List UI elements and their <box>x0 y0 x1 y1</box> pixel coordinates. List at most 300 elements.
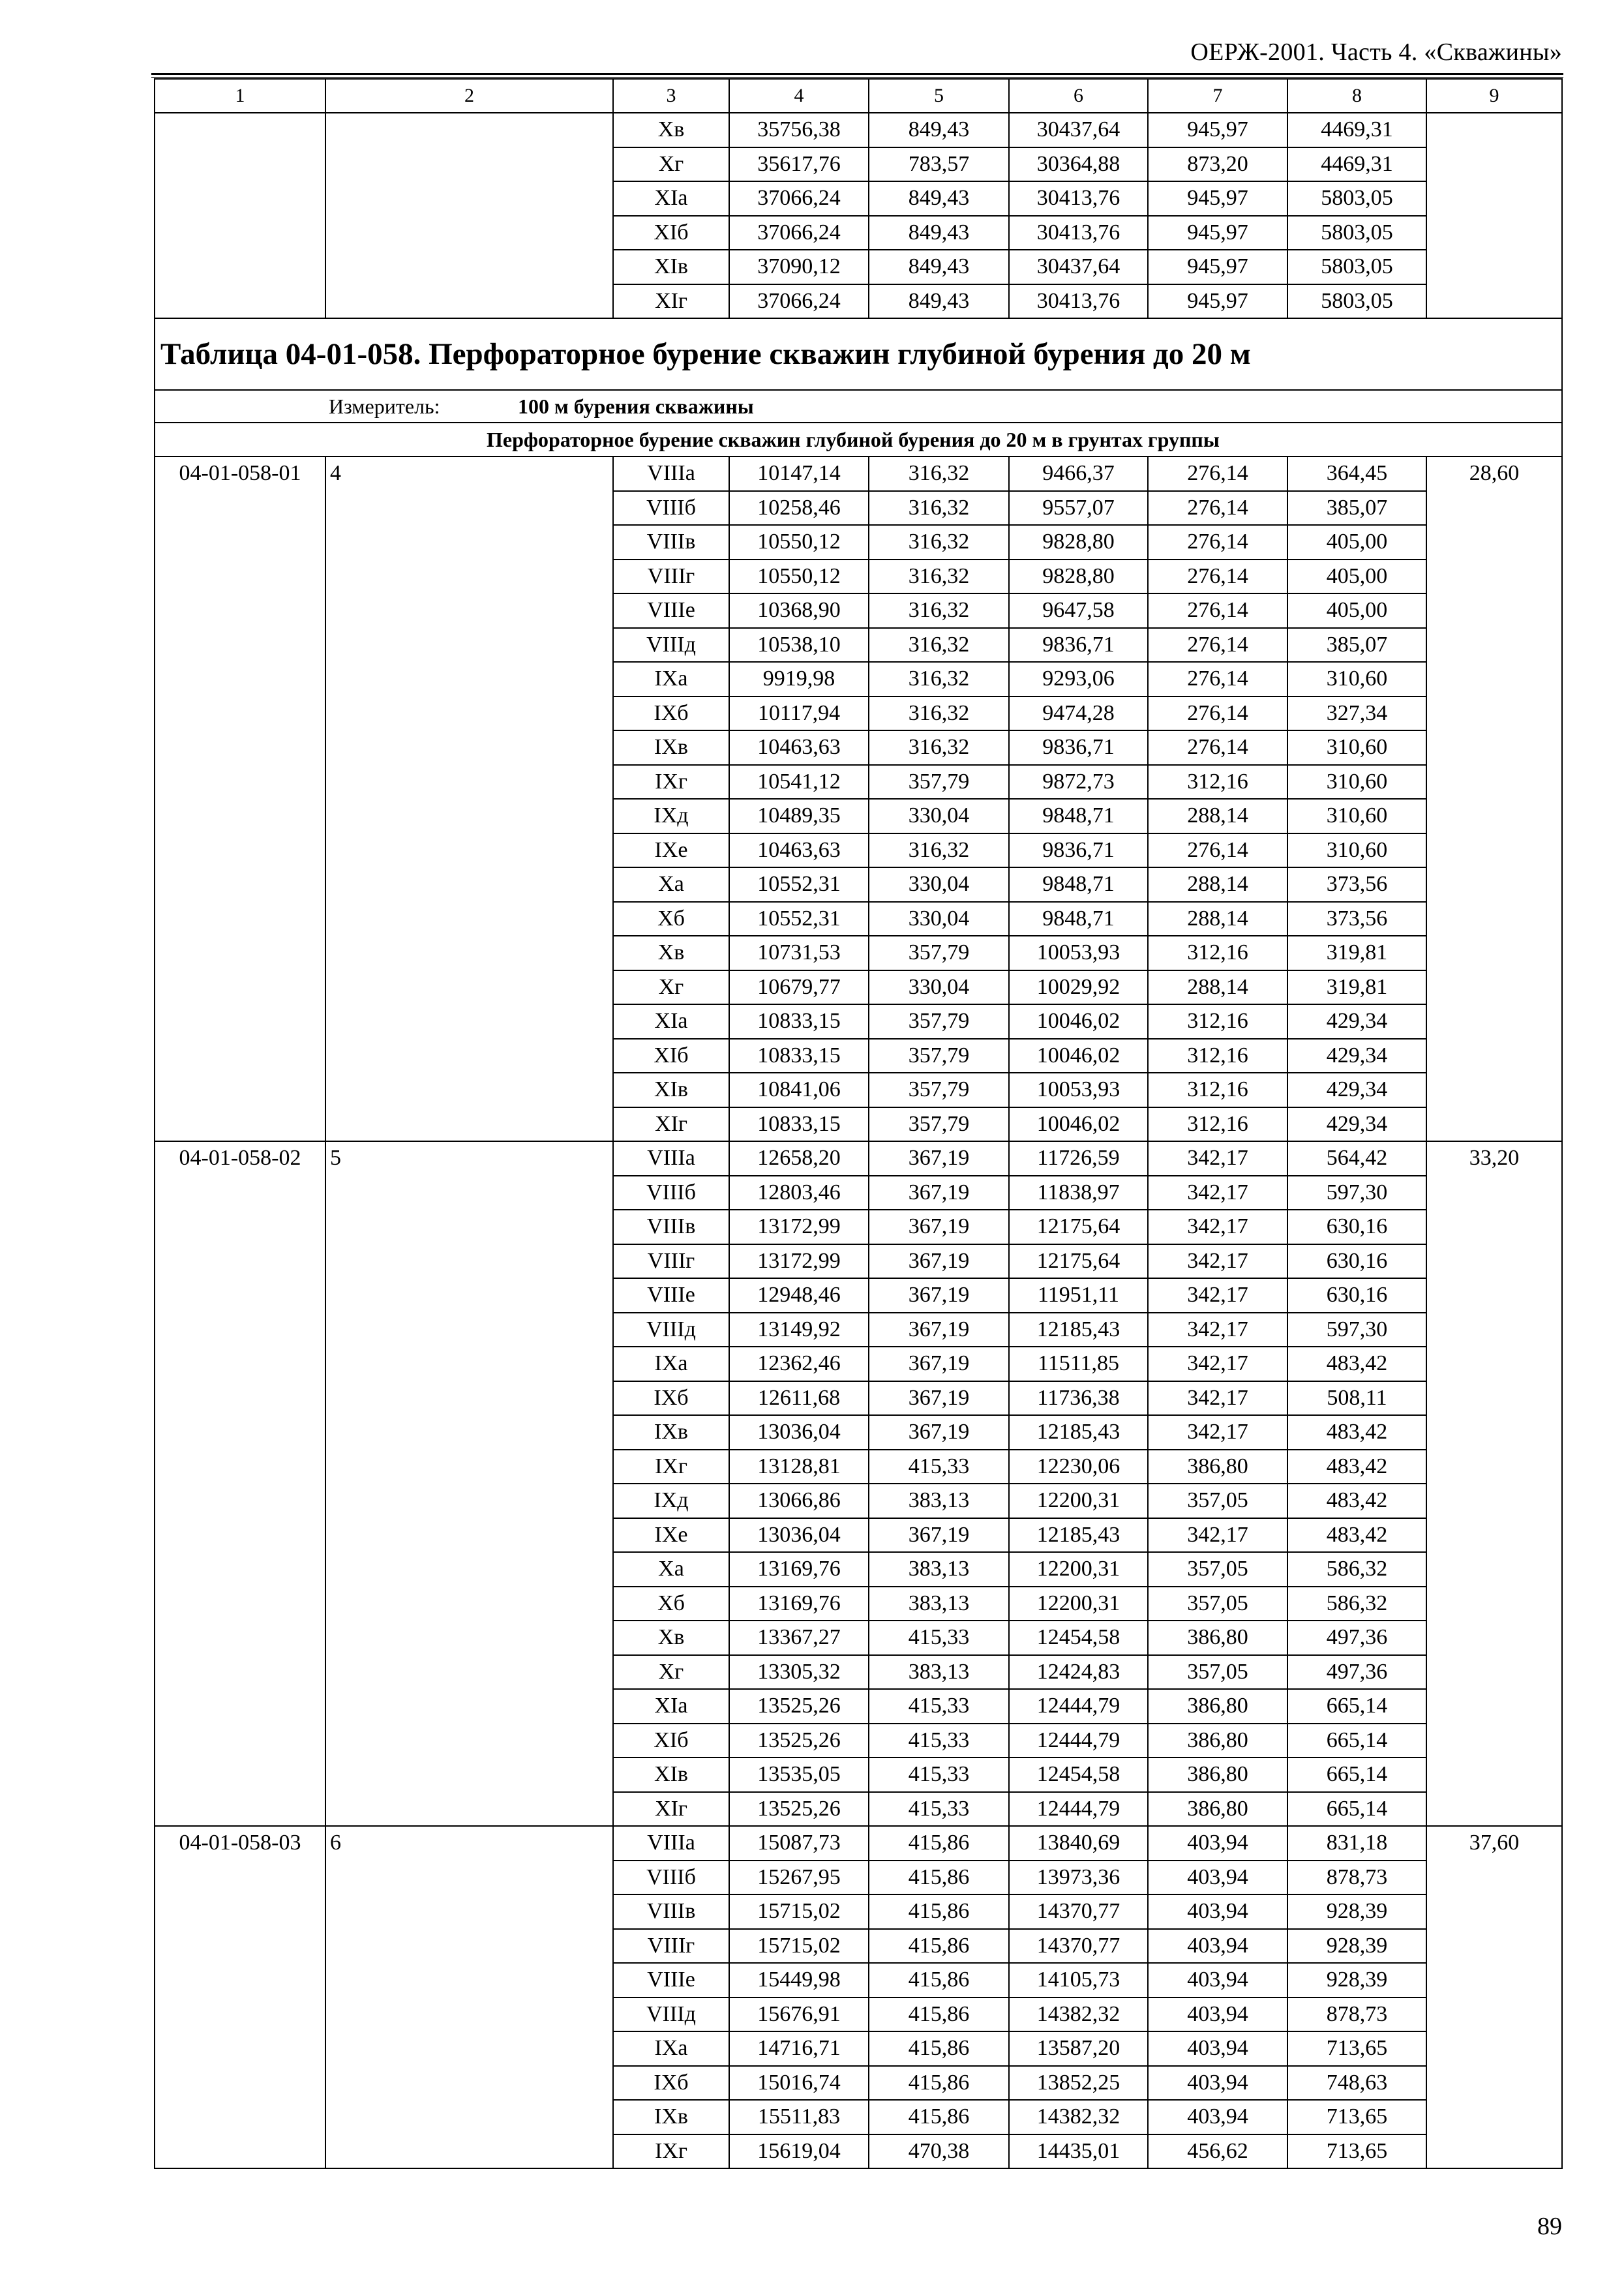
value-cell: 276,14 <box>1148 525 1287 560</box>
last-cell <box>1426 113 1562 318</box>
value-cell: 429,34 <box>1287 1039 1426 1073</box>
value-cell: 14105,73 <box>1009 1963 1148 1997</box>
value-cell: 316,32 <box>869 730 1009 765</box>
soil-group-cell: IХб <box>613 696 729 731</box>
value-cell: 357,79 <box>869 1073 1009 1107</box>
column-number: 6 <box>1009 79 1148 113</box>
value-cell: 316,32 <box>869 491 1009 526</box>
value-cell: 713,65 <box>1287 2134 1426 2169</box>
value-cell: 312,16 <box>1148 936 1287 970</box>
value-cell: 357,79 <box>869 1004 1009 1039</box>
page-number: 89 <box>1537 2213 1562 2240</box>
value-cell: 10463,63 <box>729 833 869 868</box>
value-cell: 35617,76 <box>729 147 869 182</box>
value-cell: 30413,76 <box>1009 284 1148 319</box>
value-cell: 665,14 <box>1287 1724 1426 1758</box>
value-cell: 367,19 <box>869 1518 1009 1553</box>
value-cell: 357,79 <box>869 1107 1009 1142</box>
value-cell: 276,14 <box>1148 593 1287 628</box>
value-cell: 403,94 <box>1148 1963 1287 1997</box>
value-cell: 386,80 <box>1148 1724 1287 1758</box>
value-cell: 10679,77 <box>729 970 869 1005</box>
soil-group-cell: ХIг <box>613 1792 729 1827</box>
value-cell: 497,36 <box>1287 1655 1426 1690</box>
value-cell: 10463,63 <box>729 730 869 765</box>
value-cell: 415,86 <box>869 2031 1009 2066</box>
soil-group-cell: IХе <box>613 1518 729 1553</box>
value-cell: 13535,05 <box>729 1758 869 1792</box>
value-cell: 288,14 <box>1148 970 1287 1005</box>
value-cell: 364,45 <box>1287 456 1426 491</box>
value-cell: 12230,06 <box>1009 1450 1148 1484</box>
value-cell: 10046,02 <box>1009 1039 1148 1073</box>
value-cell: 14370,77 <box>1009 1894 1148 1929</box>
value-cell: 30413,76 <box>1009 216 1148 250</box>
value-cell: 415,33 <box>869 1792 1009 1827</box>
value-cell: 9836,71 <box>1009 833 1148 868</box>
value-cell: 4469,31 <box>1287 147 1426 182</box>
soil-group-cell: IХг <box>613 765 729 800</box>
soil-group-cell: VIIIв <box>613 1894 729 1929</box>
value-cell: 342,17 <box>1148 1381 1287 1416</box>
value-cell: 13172,99 <box>729 1244 869 1279</box>
value-cell: 11736,38 <box>1009 1381 1148 1416</box>
subtitle-row <box>155 423 1562 456</box>
value-cell: 288,14 <box>1148 799 1287 833</box>
value-cell: 12200,31 <box>1009 1587 1148 1621</box>
value-cell: 316,32 <box>869 662 1009 696</box>
soil-group-cell: VIIIд <box>613 1997 729 2032</box>
value-cell: 342,17 <box>1148 1278 1287 1313</box>
soil-group-cell: ХIг <box>613 1107 729 1142</box>
value-cell: 9848,71 <box>1009 799 1148 833</box>
value-cell: 12200,31 <box>1009 1484 1148 1518</box>
soil-group-cell: Хг <box>613 970 729 1005</box>
value-cell: 483,42 <box>1287 1347 1426 1381</box>
value-cell: 945,97 <box>1148 284 1287 319</box>
value-cell: 748,63 <box>1287 2066 1426 2101</box>
value-cell: 470,38 <box>869 2134 1009 2169</box>
value-cell: 342,17 <box>1148 1210 1287 1244</box>
value-cell: 316,32 <box>869 593 1009 628</box>
value-cell: 330,04 <box>869 970 1009 1005</box>
soil-group-cell: Ха <box>613 867 729 902</box>
value-cell: 415,86 <box>869 1826 1009 1861</box>
soil-group-cell: IХа <box>613 2031 729 2066</box>
value-cell: 310,60 <box>1287 765 1426 800</box>
value-cell: 342,17 <box>1148 1313 1287 1347</box>
value-cell: 383,13 <box>869 1552 1009 1587</box>
value-cell: 13305,32 <box>729 1655 869 1690</box>
value-cell: 12948,46 <box>729 1278 869 1313</box>
value-cell: 405,00 <box>1287 525 1426 560</box>
value-cell: 367,19 <box>869 1313 1009 1347</box>
value-cell: 9474,28 <box>1009 696 1148 731</box>
value-cell: 849,43 <box>869 181 1009 216</box>
value-cell: 373,56 <box>1287 867 1426 902</box>
value-cell: 831,18 <box>1287 1826 1426 1861</box>
value-cell: 928,39 <box>1287 1929 1426 1964</box>
value-cell: 367,19 <box>869 1278 1009 1313</box>
value-cell: 386,80 <box>1148 1792 1287 1827</box>
value-cell: 12444,79 <box>1009 1689 1148 1724</box>
value-cell: 386,80 <box>1148 1621 1287 1655</box>
value-cell: 386,80 <box>1148 1450 1287 1484</box>
value-cell: 15016,74 <box>729 2066 869 2101</box>
value-cell: 4469,31 <box>1287 113 1426 147</box>
table-row <box>155 1141 1562 1176</box>
soil-group-cell: IХб <box>613 1381 729 1416</box>
value-cell: 357,79 <box>869 936 1009 970</box>
value-cell: 665,14 <box>1287 1758 1426 1792</box>
value-cell: 367,19 <box>869 1347 1009 1381</box>
soil-group-cell: ХIа <box>613 1004 729 1039</box>
value-cell: 9557,07 <box>1009 491 1148 526</box>
value-cell: 312,16 <box>1148 1004 1287 1039</box>
value-cell: 13169,76 <box>729 1552 869 1587</box>
value-cell: 12185,43 <box>1009 1415 1148 1450</box>
value-cell: 403,94 <box>1148 1894 1287 1929</box>
value-cell: 586,32 <box>1287 1552 1426 1587</box>
value-cell: 316,32 <box>869 628 1009 663</box>
value-cell: 13128,81 <box>729 1450 869 1484</box>
value-cell: 415,86 <box>869 1929 1009 1964</box>
table-subtitle: Перфораторное бурение скважин глубиной бурения до 20 м в грунтах группы <box>155 423 1562 456</box>
value-cell: 12611,68 <box>729 1381 869 1416</box>
soil-group-cell: ХIа <box>613 181 729 216</box>
soil-group-cell: VIIIд <box>613 628 729 663</box>
value-cell: 15715,02 <box>729 1929 869 1964</box>
value-cell: 367,19 <box>869 1141 1009 1176</box>
value-cell: 13840,69 <box>1009 1826 1148 1861</box>
value-cell: 288,14 <box>1148 902 1287 936</box>
rates-table <box>154 78 1563 2169</box>
rate-name: 4 <box>325 456 613 1141</box>
value-cell: 9828,80 <box>1009 525 1148 560</box>
column-number-row <box>155 79 1562 113</box>
value-cell: 310,60 <box>1287 662 1426 696</box>
value-cell: 13973,36 <box>1009 1861 1148 1895</box>
value-cell: 15511,83 <box>729 2100 869 2134</box>
column-number: 1 <box>155 79 325 113</box>
value-cell: 319,81 <box>1287 970 1426 1005</box>
value-cell: 415,86 <box>869 1963 1009 1997</box>
value-cell: 483,42 <box>1287 1415 1426 1450</box>
column-number: 7 <box>1148 79 1287 113</box>
soil-group-cell: Хб <box>613 1587 729 1621</box>
value-cell: 10053,93 <box>1009 1073 1148 1107</box>
value-cell: 456,62 <box>1148 2134 1287 2169</box>
value-cell: 312,16 <box>1148 1073 1287 1107</box>
soil-group-cell: ХIв <box>613 1758 729 1792</box>
soil-group-cell: Хб <box>613 902 729 936</box>
value-cell: 508,11 <box>1287 1381 1426 1416</box>
value-cell: 429,34 <box>1287 1004 1426 1039</box>
measure-row <box>155 390 1562 423</box>
value-cell: 405,00 <box>1287 560 1426 594</box>
value-cell: 14370,77 <box>1009 1929 1148 1964</box>
value-cell: 945,97 <box>1148 181 1287 216</box>
labor-cost: 33,20 <box>1426 1141 1562 1826</box>
value-cell: 14382,32 <box>1009 1997 1148 2032</box>
header-rule <box>151 73 1563 75</box>
value-cell: 849,43 <box>869 113 1009 147</box>
value-cell: 37090,12 <box>729 250 869 284</box>
value-cell: 13525,26 <box>729 1689 869 1724</box>
soil-group-cell: IХд <box>613 1484 729 1518</box>
value-cell: 10046,02 <box>1009 1004 1148 1039</box>
value-cell: 342,17 <box>1148 1518 1287 1553</box>
value-cell: 12454,58 <box>1009 1621 1148 1655</box>
column-number: 3 <box>613 79 729 113</box>
value-cell: 12658,20 <box>729 1141 869 1176</box>
value-cell: 13066,86 <box>729 1484 869 1518</box>
value-cell: 415,86 <box>869 1997 1009 2032</box>
soil-group-cell: VIIIг <box>613 560 729 594</box>
soil-group-cell: VIIIе <box>613 1963 729 1997</box>
soil-group-cell: IХг <box>613 1450 729 1484</box>
value-cell: 342,17 <box>1148 1141 1287 1176</box>
value-cell: 12175,64 <box>1009 1210 1148 1244</box>
value-cell: 367,19 <box>869 1176 1009 1210</box>
value-cell: 10731,53 <box>729 936 869 970</box>
value-cell: 342,17 <box>1148 1176 1287 1210</box>
soil-group-cell: IХд <box>613 799 729 833</box>
column-number: 8 <box>1287 79 1426 113</box>
soil-group-cell: IХг <box>613 2134 729 2169</box>
table-title-row <box>155 318 1562 390</box>
value-cell: 357,05 <box>1148 1552 1287 1587</box>
value-cell: 13036,04 <box>729 1415 869 1450</box>
value-cell: 928,39 <box>1287 1963 1426 1997</box>
value-cell: 945,97 <box>1148 113 1287 147</box>
soil-group-cell: ХIб <box>613 1039 729 1073</box>
value-cell: 10368,90 <box>729 593 869 628</box>
value-cell: 367,19 <box>869 1210 1009 1244</box>
value-cell: 30437,64 <box>1009 250 1148 284</box>
value-cell: 403,94 <box>1148 2100 1287 2134</box>
value-cell: 37066,24 <box>729 284 869 319</box>
value-cell: 276,14 <box>1148 730 1287 765</box>
value-cell: 357,05 <box>1148 1484 1287 1518</box>
value-cell: 403,94 <box>1148 1929 1287 1964</box>
value-cell: 11838,97 <box>1009 1176 1148 1210</box>
value-cell: 483,42 <box>1287 1484 1426 1518</box>
soil-group-cell: VIIIа <box>613 1826 729 1861</box>
value-cell: 415,33 <box>869 1724 1009 1758</box>
value-cell: 403,94 <box>1148 1861 1287 1895</box>
value-cell: 35756,38 <box>729 113 869 147</box>
value-cell: 37066,24 <box>729 181 869 216</box>
value-cell: 13525,26 <box>729 1792 869 1827</box>
value-cell: 10550,12 <box>729 525 869 560</box>
value-cell: 14435,01 <box>1009 2134 1148 2169</box>
value-cell: 13587,20 <box>1009 2031 1148 2066</box>
column-number: 9 <box>1426 79 1562 113</box>
value-cell: 342,17 <box>1148 1415 1287 1450</box>
value-cell: 330,04 <box>869 902 1009 936</box>
value-cell: 11951,11 <box>1009 1278 1148 1313</box>
soil-group-cell: VIIIв <box>613 525 729 560</box>
soil-group-cell: VIIIа <box>613 456 729 491</box>
value-cell: 415,33 <box>869 1621 1009 1655</box>
value-cell: 9647,58 <box>1009 593 1148 628</box>
soil-group-cell: VIIIб <box>613 1861 729 1895</box>
soil-group-cell: VIIIб <box>613 1176 729 1210</box>
value-cell: 30437,64 <box>1009 113 1148 147</box>
value-cell: 9836,71 <box>1009 730 1148 765</box>
value-cell: 9848,71 <box>1009 902 1148 936</box>
value-cell: 385,07 <box>1287 491 1426 526</box>
value-cell: 383,13 <box>869 1587 1009 1621</box>
value-cell: 357,05 <box>1148 1655 1287 1690</box>
value-cell: 316,32 <box>869 525 1009 560</box>
value-cell: 316,32 <box>869 560 1009 594</box>
value-cell: 15676,91 <box>729 1997 869 2032</box>
value-cell: 276,14 <box>1148 628 1287 663</box>
value-cell: 15087,73 <box>729 1826 869 1861</box>
code-cell <box>155 113 325 318</box>
value-cell: 357,79 <box>869 1039 1009 1073</box>
value-cell: 9466,37 <box>1009 456 1148 491</box>
value-cell: 310,60 <box>1287 730 1426 765</box>
soil-group-cell: VIIIв <box>613 1210 729 1244</box>
value-cell: 15267,95 <box>729 1861 869 1895</box>
value-cell: 367,19 <box>869 1381 1009 1416</box>
value-cell: 13525,26 <box>729 1724 869 1758</box>
column-number: 2 <box>325 79 613 113</box>
value-cell: 12185,43 <box>1009 1313 1148 1347</box>
value-cell: 849,43 <box>869 216 1009 250</box>
value-cell: 14716,71 <box>729 2031 869 2066</box>
value-cell: 12362,46 <box>729 1347 869 1381</box>
value-cell: 403,94 <box>1148 1997 1287 2032</box>
value-cell: 10029,92 <box>1009 970 1148 1005</box>
value-cell: 5803,05 <box>1287 284 1426 319</box>
value-cell: 483,42 <box>1287 1518 1426 1553</box>
table-row <box>155 456 1562 491</box>
value-cell: 385,07 <box>1287 628 1426 663</box>
value-cell: 367,19 <box>869 1415 1009 1450</box>
value-cell: 10053,93 <box>1009 936 1148 970</box>
value-cell: 873,20 <box>1148 147 1287 182</box>
value-cell: 30413,76 <box>1009 181 1148 216</box>
value-cell: 310,60 <box>1287 799 1426 833</box>
soil-group-cell: VIIIг <box>613 1244 729 1279</box>
value-cell: 429,34 <box>1287 1107 1426 1142</box>
value-cell: 357,79 <box>869 765 1009 800</box>
soil-group-cell: Хв <box>613 936 729 970</box>
value-cell: 12200,31 <box>1009 1552 1148 1587</box>
soil-group-cell: ХIб <box>613 216 729 250</box>
table-body <box>155 79 1562 2168</box>
soil-group-cell: IХа <box>613 1347 729 1381</box>
value-cell: 12454,58 <box>1009 1758 1148 1792</box>
soil-group-cell: ХIв <box>613 1073 729 1107</box>
value-cell: 783,57 <box>869 147 1009 182</box>
value-cell: 10833,15 <box>729 1039 869 1073</box>
value-cell: 10489,35 <box>729 799 869 833</box>
value-cell: 30364,88 <box>1009 147 1148 182</box>
value-cell: 12185,43 <box>1009 1518 1148 1553</box>
value-cell: 5803,05 <box>1287 181 1426 216</box>
soil-group-cell: Ха <box>613 1552 729 1587</box>
soil-group-cell: VIIIа <box>613 1141 729 1176</box>
value-cell: 630,16 <box>1287 1278 1426 1313</box>
value-cell: 37066,24 <box>729 216 869 250</box>
value-cell: 630,16 <box>1287 1210 1426 1244</box>
value-cell: 878,73 <box>1287 1861 1426 1895</box>
value-cell: 13852,25 <box>1009 2066 1148 2101</box>
soil-group-cell: Хв <box>613 113 729 147</box>
value-cell: 11511,85 <box>1009 1347 1148 1381</box>
value-cell: 415,86 <box>869 2100 1009 2134</box>
table-row <box>155 113 1562 147</box>
value-cell: 945,97 <box>1148 216 1287 250</box>
rate-name: 5 <box>325 1141 613 1826</box>
soil-group-cell: ХIа <box>613 1689 729 1724</box>
value-cell: 367,19 <box>869 1244 1009 1279</box>
value-cell: 10541,12 <box>729 765 869 800</box>
value-cell: 373,56 <box>1287 902 1426 936</box>
soil-group-cell: VIIIг <box>613 1929 729 1964</box>
value-cell: 497,36 <box>1287 1621 1426 1655</box>
value-cell: 405,00 <box>1287 593 1426 628</box>
value-cell: 288,14 <box>1148 867 1287 902</box>
value-cell: 276,14 <box>1148 560 1287 594</box>
value-cell: 9293,06 <box>1009 662 1148 696</box>
value-cell: 316,32 <box>869 833 1009 868</box>
value-cell: 483,42 <box>1287 1450 1426 1484</box>
soil-group-cell: Хг <box>613 147 729 182</box>
value-cell: 383,13 <box>869 1655 1009 1690</box>
value-cell: 597,30 <box>1287 1313 1426 1347</box>
value-cell: 316,32 <box>869 696 1009 731</box>
value-cell: 15619,04 <box>729 2134 869 2169</box>
value-cell: 11726,59 <box>1009 1141 1148 1176</box>
value-cell: 849,43 <box>869 284 1009 319</box>
value-cell: 415,86 <box>869 1894 1009 1929</box>
value-cell: 5803,05 <box>1287 216 1426 250</box>
value-cell: 13149,92 <box>729 1313 869 1347</box>
value-cell: 415,86 <box>869 1861 1009 1895</box>
value-cell: 10550,12 <box>729 560 869 594</box>
value-cell: 429,34 <box>1287 1073 1426 1107</box>
soil-group-cell: VIIIб <box>613 491 729 526</box>
value-cell: 15449,98 <box>729 1963 869 1997</box>
value-cell: 12175,64 <box>1009 1244 1148 1279</box>
value-cell: 383,13 <box>869 1484 1009 1518</box>
soil-group-cell: Хв <box>613 1621 729 1655</box>
rate-name: 6 <box>325 1826 613 2168</box>
name-cell <box>325 113 613 318</box>
value-cell: 10046,02 <box>1009 1107 1148 1142</box>
value-cell: 10841,06 <box>729 1073 869 1107</box>
value-cell: 12444,79 <box>1009 1792 1148 1827</box>
value-cell: 312,16 <box>1148 1039 1287 1073</box>
column-number: 5 <box>869 79 1009 113</box>
value-cell: 14382,32 <box>1009 2100 1148 2134</box>
rate-code: 04-01-058-01 <box>155 456 325 1141</box>
measure-label: Измеритель: <box>329 395 440 418</box>
value-cell: 10258,46 <box>729 491 869 526</box>
value-cell: 928,39 <box>1287 1894 1426 1929</box>
value-cell: 665,14 <box>1287 1689 1426 1724</box>
value-cell: 10833,15 <box>729 1004 869 1039</box>
soil-group-cell: IХа <box>613 662 729 696</box>
value-cell: 10538,10 <box>729 628 869 663</box>
header-rule-thin <box>151 77 1563 78</box>
